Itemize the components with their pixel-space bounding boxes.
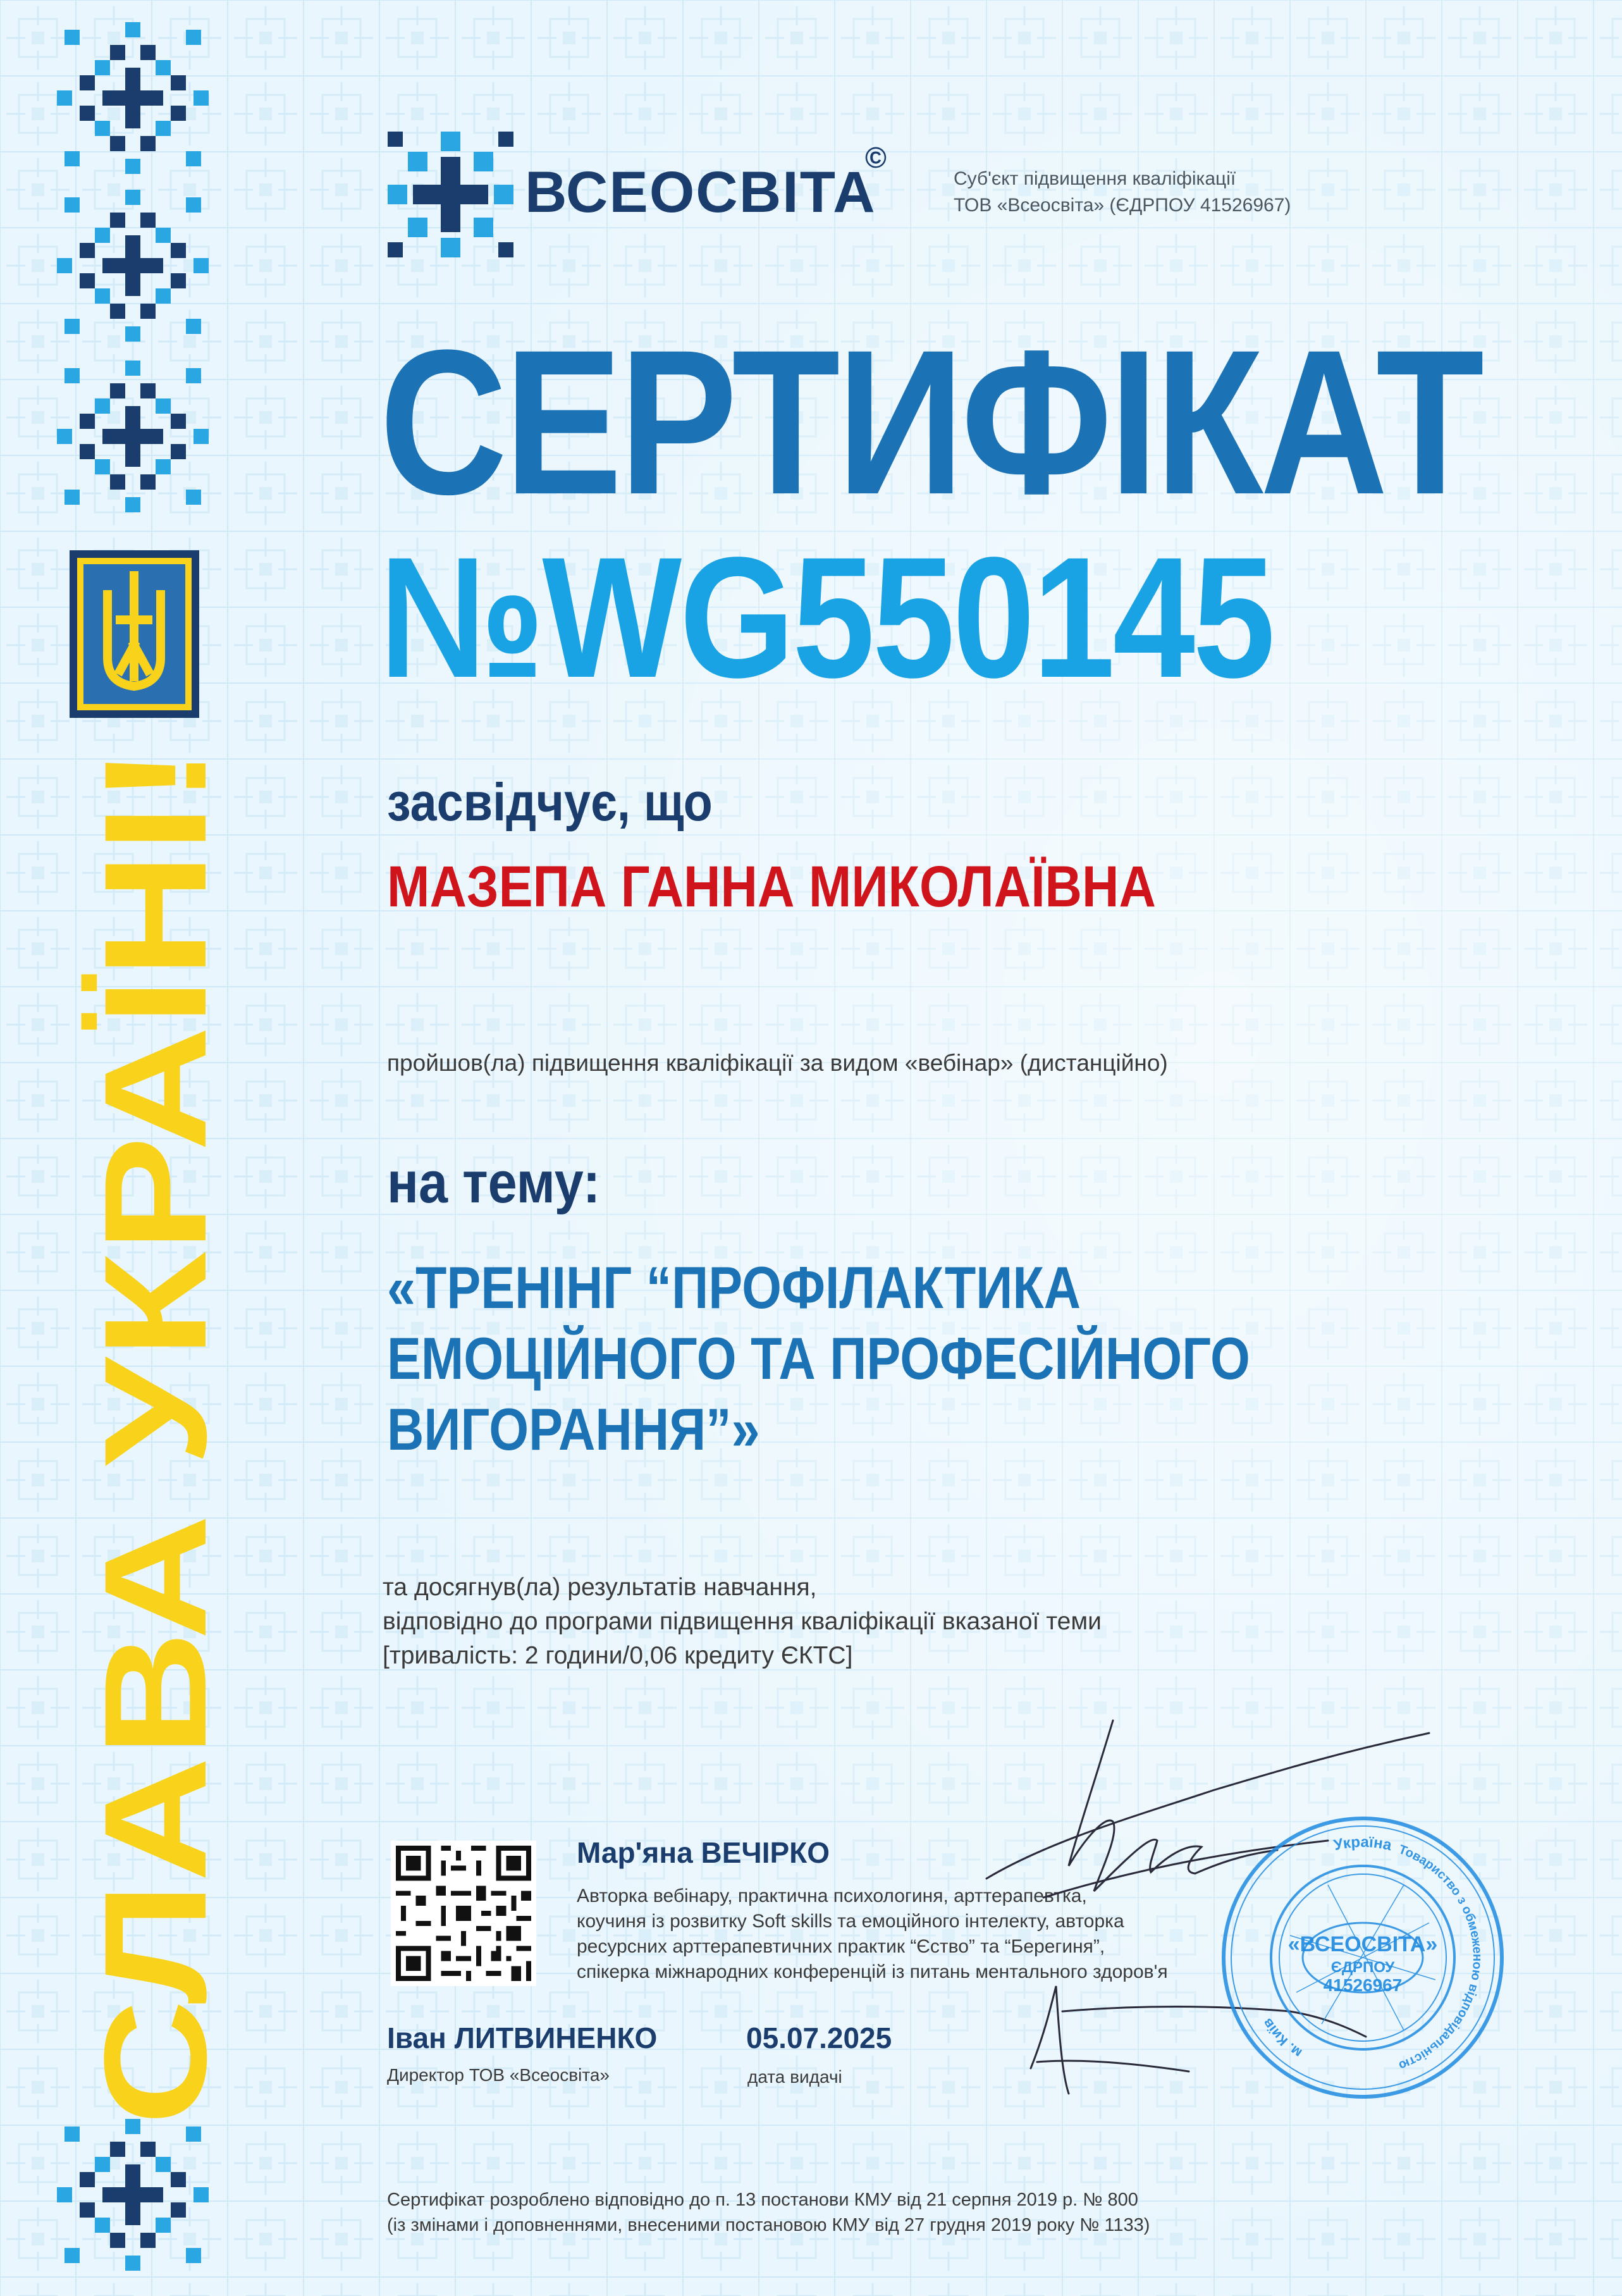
stamp-code-label: ЄДРПОУ: [1330, 1959, 1395, 1976]
topic-line: ВИГОРАННЯ”»: [387, 1396, 760, 1462]
footer-note: [387, 2187, 1150, 2238]
subject-line: ТОВ «Всеосвіта» (ЄДРПОУ 41526967): [954, 195, 1291, 216]
achievement-line: відповідно до програми підвищення кваліфікації вказаної теми: [383, 1608, 1102, 1635]
copyright-mark: ©: [865, 141, 887, 174]
topic-label: на тему:: [387, 1151, 601, 1215]
recipient-name: МАЗЕПА ГАННА МИКОЛАЇВНА: [387, 855, 1156, 919]
official-stamp: [1214, 1809, 1511, 2106]
stamp-code: 41526967: [1323, 1975, 1403, 1995]
footer-line: (із змінами і доповненнями, внесеними постановою КМУ від 27 грудня 2019 року № 1133): [387, 2215, 1150, 2235]
svg-text:Україна: [1332, 1834, 1394, 1855]
issue-date-label: дата видачі: [747, 2067, 842, 2087]
vseosvita-logo-icon: [383, 127, 519, 262]
author-description-line: ресурсних арттерапевтичних практик “Єство” та “Берегиня”,: [577, 1936, 1105, 1957]
completion-text: пройшов(ла) підвищення кваліфікації за видом «вебінар» (дистанційно): [387, 1050, 1168, 1076]
achievement-line: [тривалість: 2 години/0,06 кредиту ЄКТС]: [383, 1642, 853, 1669]
stamp-center-name: «ВСЕОСВІТА»: [1287, 1932, 1438, 1956]
certificate-number: №WG550145: [379, 521, 1274, 713]
achievement-line: та досягнув(ла) результатів навчання,: [383, 1574, 817, 1601]
topic-line: ЕМОЦІЙНОГО ТА ПРОФЕСІЙНОГО: [387, 1325, 1250, 1392]
footer-line: Сертифікат розроблено відповідно до п. 13 постанови КМУ від 21 серпня 2019 р. № 800: [387, 2190, 1138, 2210]
issue-date: 05.07.2025: [746, 2021, 892, 2054]
author-description-line: спікерка міжнародних конференцій із питань ментального здоров'я: [577, 1961, 1168, 1982]
director-name: Іван ЛИТВИНЕНКО: [387, 2021, 658, 2054]
stamp-top-text: Україна: [1332, 1833, 1394, 1855]
author-name: Мар'яна ВЕЧІРКО: [577, 1836, 830, 1869]
subject-info: [954, 166, 1291, 219]
brand-name: ВСЕОСВІТА: [525, 160, 876, 225]
stamp-right-text: Товариство з обмеженою відповідальністю: [1396, 1842, 1484, 2073]
director-role: Директор ТОВ «Всеосвіта»: [387, 2065, 610, 2085]
topic-line: «ТРЕНІНГ “ПРОФІЛАКТИКА: [387, 1254, 1081, 1321]
author-description-line: Авторка вебінару, практична психологиня, арттерапевтка,: [577, 1886, 1087, 1906]
subject-line: Суб'єкт підвищення кваліфікації: [954, 168, 1236, 189]
qr-code[interactable]: [391, 1841, 536, 1986]
topic-title: [387, 1252, 1250, 1465]
svg-text:Товариство з обмеженою відпові: [1397, 1842, 1484, 2073]
author-description-line: коучиня із розвитку Soft skills та емоційного інтелекту, авторка: [577, 1911, 1124, 1932]
achievement-text: [383, 1571, 1102, 1673]
certificate-title: СЕРТИФІКАТ: [379, 307, 1481, 538]
certifies-text: засвідчує, що: [387, 772, 713, 832]
slava-ukraini-banner: СЛАВА УКРАЇНІ!: [74, 970, 237, 2125]
stamp-left-text: м. Київ: [1259, 2015, 1305, 2061]
